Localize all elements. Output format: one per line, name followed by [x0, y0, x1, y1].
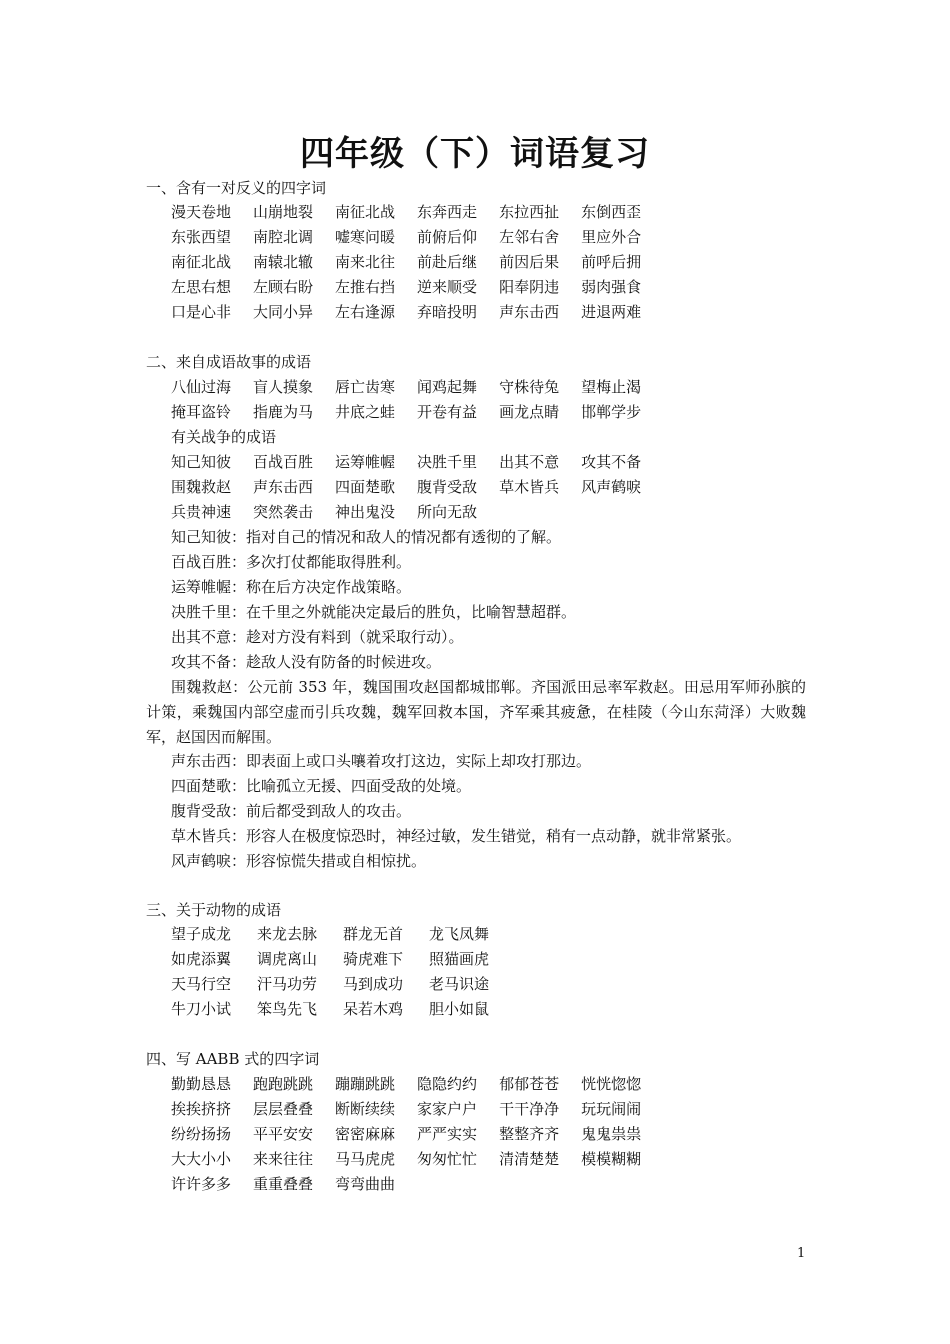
- idiom-word: 山崩地裂: [253, 203, 314, 221]
- idiom-word: 望梅止渴: [581, 378, 642, 396]
- idiom-word: 所向无敌: [417, 503, 478, 521]
- word-row: [171, 400, 663, 425]
- idiom-word: 东倒西歪: [581, 203, 642, 221]
- idiom-word: 前因后果: [499, 253, 560, 271]
- word-row: [171, 1172, 417, 1197]
- word-row: [171, 225, 663, 250]
- idiom-word: 声东击西: [499, 303, 560, 321]
- idiom-word: 马马虎虎: [335, 1150, 396, 1168]
- word-row: [171, 475, 663, 500]
- definition-line: 攻其不备：趁敌人没有防备的时候进攻。: [171, 653, 442, 671]
- idiom-word: 围魏救赵: [171, 478, 232, 496]
- idiom-word: 风声鹤唳: [581, 478, 642, 496]
- idiom-word: 匆匆忙忙: [417, 1150, 478, 1168]
- idiom-word: 口是心非: [171, 303, 232, 321]
- idiom-word: 南来北往: [335, 253, 396, 271]
- idiom-word: 运筹帷幄: [335, 453, 396, 471]
- idiom-word: 八仙过海: [171, 378, 232, 396]
- word-row: [171, 972, 515, 997]
- idiom-word: 弯弯曲曲: [335, 1175, 396, 1193]
- idiom-word: 南辕北辙: [253, 253, 314, 271]
- idiom-word: 调虎离山: [257, 950, 318, 968]
- idiom-word: 呆若木鸡: [343, 1000, 404, 1018]
- word-row: [171, 500, 499, 525]
- idiom-word: 攻其不备: [581, 453, 642, 471]
- idiom-word: 神出鬼没: [335, 503, 396, 521]
- idiom-word: 纷纷扬扬: [171, 1125, 232, 1143]
- idiom-word: 来龙去脉: [257, 925, 318, 943]
- idiom-word: 挨挨挤挤: [171, 1100, 232, 1118]
- idiom-word: 如虎添翼: [171, 950, 232, 968]
- idiom-word: 大大小小: [171, 1150, 232, 1168]
- idiom-word: 兵贵神速: [171, 503, 232, 521]
- definition-line: 百战百胜：多次打仗都能取得胜利。: [171, 553, 412, 571]
- idiom-word: 重重叠叠: [253, 1175, 314, 1193]
- definition-line: 风声鹤唳：形容惊慌失措或自相惊扰。: [171, 852, 427, 870]
- idiom-word: 家家户户: [417, 1100, 478, 1118]
- idiom-word: 老马识途: [429, 975, 490, 993]
- word-row: [171, 1147, 663, 1172]
- idiom-word: 天马行空: [171, 975, 232, 993]
- idiom-word: 玩玩闹闹: [581, 1100, 642, 1118]
- idiom-word: 盲人摸象: [253, 378, 314, 396]
- idiom-word: 笨鸟先飞: [257, 1000, 318, 1018]
- idiom-word: 东拉西扯: [499, 203, 560, 221]
- idiom-word: 漫天卷地: [171, 203, 232, 221]
- definition-line: 草木皆兵：形容人在极度惊恐时，神经过敏，发生错觉，稍有一点动静，就非常紧张。: [171, 827, 742, 845]
- idiom-word: 前呼后拥: [581, 253, 642, 271]
- idiom-word: 郁郁苍苍: [499, 1075, 560, 1093]
- idiom-word: 清清楚楚: [499, 1150, 560, 1168]
- idiom-word: 南腔北调: [253, 228, 314, 246]
- idiom-word: 来来往往: [253, 1150, 314, 1168]
- idiom-word: 决胜千里: [417, 453, 478, 471]
- idiom-word: 里应外合: [581, 228, 642, 246]
- idiom-word: 群龙无首: [343, 925, 404, 943]
- idiom-word: 掩耳盗铃: [171, 403, 232, 421]
- idiom-word: 密密麻麻: [335, 1125, 396, 1143]
- idiom-word: 草木皆兵: [499, 478, 560, 496]
- page-number: 1: [797, 1246, 806, 1261]
- idiom-word: 突然袭击: [253, 503, 314, 521]
- idiom-word: 牛刀小试: [171, 1000, 232, 1018]
- definition-line: 决胜千里：在千里之外就能决定最后的胜负，比喻智慧超群。: [171, 603, 577, 621]
- word-row: [171, 947, 515, 972]
- idiom-word: 出其不意: [499, 453, 560, 471]
- idiom-word: 嘘寒问暖: [335, 228, 396, 246]
- definition-line: 知己知彼：指对自己的情况和敌人的情况都有透彻的了解。: [171, 528, 562, 546]
- idiom-word: 整整齐齐: [499, 1125, 560, 1143]
- word-row: [171, 250, 663, 275]
- idiom-word: 画龙点睛: [499, 403, 560, 421]
- idiom-word: 左推右挡: [335, 278, 396, 296]
- idiom-word: 鬼鬼祟祟: [581, 1125, 642, 1143]
- idiom-word: 进退两难: [581, 303, 642, 321]
- word-row: [171, 375, 663, 400]
- idiom-word: 严严实实: [417, 1125, 478, 1143]
- word-row: [171, 1122, 663, 1147]
- idiom-word: 许许多多: [171, 1175, 232, 1193]
- idiom-word: 四面楚歌: [335, 478, 396, 496]
- definition-line: 声东击西：即表面上或口头嚷着攻打这边，实际上却攻打那边。: [171, 752, 592, 770]
- section-heading: 三、关于动物的成语: [146, 901, 282, 919]
- idiom-word: 马到成功: [343, 975, 404, 993]
- idiom-word: 跑跑跳跳: [253, 1075, 314, 1093]
- idiom-word: 开卷有益: [417, 403, 478, 421]
- idiom-word: 平平安安: [253, 1125, 314, 1143]
- word-row: [171, 200, 663, 225]
- section-heading: 二、来自成语故事的成语: [146, 353, 312, 371]
- idiom-word: 阳奉阴违: [499, 278, 560, 296]
- word-row: [171, 275, 663, 300]
- idiom-word: 骑虎难下: [343, 950, 404, 968]
- idiom-word: 照猫画虎: [429, 950, 490, 968]
- word-row: [171, 922, 515, 947]
- definition-paragraph: 围魏救赵：公元前 353 年，魏国围攻赵国都城邯郸。齐国派田忌率军救赵。田忌用军师孙膑的计策，乘魏国内部空虚而引兵攻魏，魏军回救本国，齐军乘其疲惫，在桂陵（今山东菏泽）大败魏军，赵国因而解围。: [146, 678, 806, 746]
- idiom-word: 东奔西走: [417, 203, 478, 221]
- idiom-word: 左顾右盼: [253, 278, 314, 296]
- idiom-word: 邯郸学步: [581, 403, 642, 421]
- idiom-word: 左思右想: [171, 278, 232, 296]
- definition-line: 腹背受敌：前后都受到敌人的攻击。: [171, 802, 412, 820]
- definition-line: 四面楚歌：比喻孤立无援、四面受敌的处境。: [171, 777, 472, 795]
- definition-line: 运筹帷幄：称在后方决定作战策略。: [171, 578, 412, 596]
- page-title: 四年级（下）词语复习: [300, 134, 650, 174]
- idiom-word: 弃暗投明: [417, 303, 478, 321]
- idiom-word: 南征北战: [335, 203, 396, 221]
- idiom-word: 胆小如鼠: [429, 1000, 490, 1018]
- idiom-word: 大同小异: [253, 303, 314, 321]
- idiom-word: 勤勤恳恳: [171, 1075, 232, 1093]
- idiom-word: 唇亡齿寒: [335, 378, 396, 396]
- idiom-word: 声东击西: [253, 478, 314, 496]
- idiom-word: 前赴后继: [417, 253, 478, 271]
- idiom-word: 腹背受敌: [417, 478, 478, 496]
- word-row: [171, 1072, 663, 1097]
- subsection-heading: 有关战争的成语: [171, 428, 277, 446]
- idiom-word: 南征北战: [171, 253, 232, 271]
- idiom-word: 恍恍惚惚: [581, 1075, 642, 1093]
- idiom-word: 汗马功劳: [257, 975, 318, 993]
- idiom-word: 井底之蛙: [335, 403, 396, 421]
- idiom-word: 蹦蹦跳跳: [335, 1075, 396, 1093]
- word-row: [171, 450, 663, 475]
- idiom-word: 弱肉强食: [581, 278, 642, 296]
- idiom-word: 断断续续: [335, 1100, 396, 1118]
- idiom-word: 百战百胜: [253, 453, 314, 471]
- idiom-word: 知己知彼: [171, 453, 232, 471]
- idiom-word: 逆来顺受: [417, 278, 478, 296]
- idiom-word: 干干净净: [499, 1100, 560, 1118]
- word-row: [171, 1097, 663, 1122]
- idiom-word: 左邻右舍: [499, 228, 560, 246]
- idiom-word: 望子成龙: [171, 925, 232, 943]
- definition-line: 出其不意：趁对方没有料到（就采取行动）。: [171, 628, 464, 646]
- idiom-word: 前俯后仰: [417, 228, 478, 246]
- idiom-word: 左右逢源: [335, 303, 396, 321]
- idiom-word: 隐隐约约: [417, 1075, 478, 1093]
- section-heading: 四、写 AABB 式的四字词: [146, 1050, 320, 1068]
- word-row: [171, 300, 663, 325]
- idiom-word: 闻鸡起舞: [417, 378, 478, 396]
- idiom-word: 守株待兔: [499, 378, 560, 396]
- idiom-word: 模模糊糊: [581, 1150, 642, 1168]
- idiom-word: 东张西望: [171, 228, 232, 246]
- idiom-word: 龙飞凤舞: [429, 925, 490, 943]
- idiom-word: 指鹿为马: [253, 403, 314, 421]
- idiom-word: 层层叠叠: [253, 1100, 314, 1118]
- section-heading: 一、含有一对反义的四字词: [146, 179, 327, 197]
- word-row: [171, 997, 515, 1022]
